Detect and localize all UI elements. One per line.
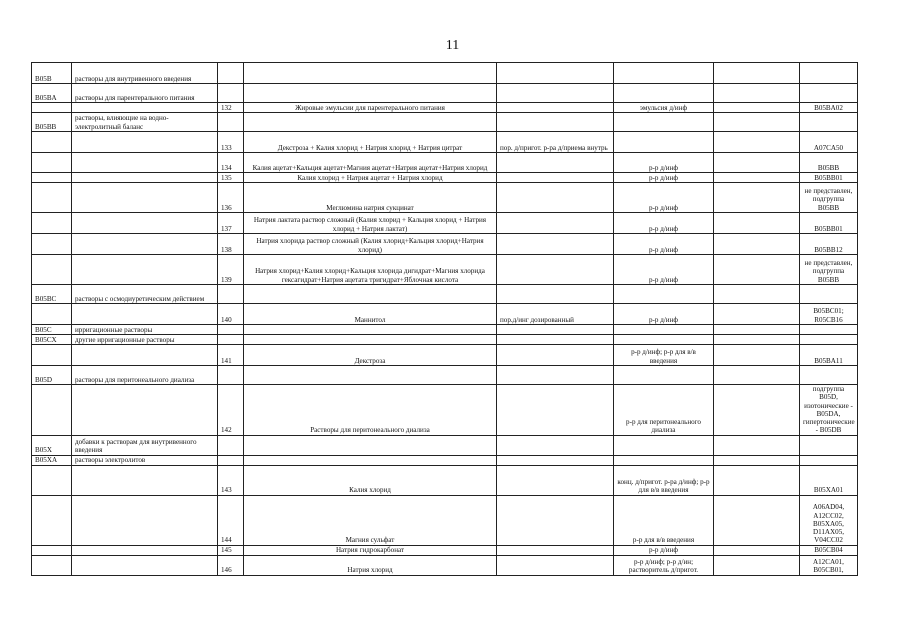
- item-number: 135: [218, 173, 244, 183]
- drug-name: Жировые эмульсии для парентерального питания: [244, 103, 497, 113]
- blank-cell: [714, 345, 800, 366]
- atc-group-code: [32, 385, 72, 436]
- dosage-form-extra: [497, 455, 614, 465]
- item-number: 132: [218, 103, 244, 113]
- atc-group-code: [32, 213, 72, 234]
- drug-name: Натрия хлорид: [244, 555, 497, 575]
- group-description: [72, 173, 218, 183]
- dosage-form-extra: [497, 183, 614, 213]
- blank-cell: [714, 325, 800, 335]
- atc-group-code: [32, 255, 72, 285]
- drug-name: [244, 325, 497, 335]
- drug-list-table: [31, 62, 858, 576]
- dosage-form: р-р д/инф: [614, 234, 714, 255]
- item-number: 139: [218, 255, 244, 285]
- drug-name: Калия хлорид: [244, 465, 497, 495]
- table-row: [32, 234, 858, 255]
- dosage-form-extra: [497, 335, 614, 345]
- dosage-form: [614, 113, 714, 132]
- item-number: 133: [218, 132, 244, 153]
- blank-cell: [714, 173, 800, 183]
- atc-code: B05BB: [800, 153, 858, 173]
- table-row: [32, 213, 858, 234]
- blank-cell: [714, 495, 800, 545]
- table-row: [32, 153, 858, 173]
- dosage-form-extra: [497, 366, 614, 385]
- dosage-form: р-р д/инф; р-р для в/в введения: [614, 345, 714, 366]
- item-number: 138: [218, 234, 244, 255]
- atc-code: [800, 435, 858, 455]
- dosage-form: [614, 366, 714, 385]
- dosage-form: р-р д/инф: [614, 255, 714, 285]
- atc-code: [800, 113, 858, 132]
- drug-name: Магния сульфат: [244, 495, 497, 545]
- atc-group-code: [32, 465, 72, 495]
- dosage-form-extra: [497, 555, 614, 575]
- dosage-form-extra: [497, 84, 614, 103]
- group-description: растворы для перитонеального диализа: [72, 366, 218, 385]
- atc-code: [800, 335, 858, 345]
- blank-cell: [714, 213, 800, 234]
- drug-name: Калия ацетат+Кальция ацетат+Магния ацетат+Натрия ацетат+Натрия хлорид: [244, 153, 497, 173]
- item-number: [218, 84, 244, 103]
- drug-name: [244, 285, 497, 304]
- atc-code: [800, 63, 858, 84]
- dosage-form-extra: [497, 103, 614, 113]
- item-number: [218, 285, 244, 304]
- table-row: [32, 435, 858, 455]
- atc-group-code: B05XA: [32, 455, 72, 465]
- blank-cell: [714, 103, 800, 113]
- dosage-form: р-р д/инф: [614, 183, 714, 213]
- item-number: 134: [218, 153, 244, 173]
- drug-name: Натрия гидрокарбонат: [244, 545, 497, 555]
- drug-name: [244, 113, 497, 132]
- dosage-form: р-р д/инф; р-р д/ин; растворитель д/пригот.: [614, 555, 714, 575]
- dosage-form: р-р д/инф: [614, 545, 714, 555]
- item-number: 142: [218, 385, 244, 436]
- item-number: 140: [218, 304, 244, 325]
- item-number: [218, 113, 244, 132]
- dosage-form: р-р для перитонеального диализа: [614, 385, 714, 436]
- blank-cell: [714, 183, 800, 213]
- atc-code: B05BC01; R05CB16: [800, 304, 858, 325]
- drug-name: Маннитол: [244, 304, 497, 325]
- blank-cell: [714, 255, 800, 285]
- table-row: [32, 63, 858, 84]
- table-row: [32, 545, 858, 555]
- table-row: [32, 455, 858, 465]
- table-row: [32, 555, 858, 575]
- atc-group-code: [32, 173, 72, 183]
- drug-name: Калия хлорид + Натрия ацетат + Натрия хлорид: [244, 173, 497, 183]
- dosage-form-extra: [497, 113, 614, 132]
- table-row: [32, 465, 858, 495]
- atc-group-code: [32, 103, 72, 113]
- atc-code: [800, 325, 858, 335]
- atc-group-code: B05X: [32, 435, 72, 455]
- drug-name: Декстроза: [244, 345, 497, 366]
- table-row: [32, 113, 858, 132]
- dosage-form-extra: [497, 285, 614, 304]
- atc-code: A07CA50: [800, 132, 858, 153]
- blank-cell: [714, 285, 800, 304]
- table-row: [32, 335, 858, 345]
- atc-code: B05BB01: [800, 173, 858, 183]
- dosage-form: конц. д/пригот. р-ра д/инф; р-р для в/в введения: [614, 465, 714, 495]
- atc-code: B05BA11: [800, 345, 858, 366]
- blank-cell: [714, 465, 800, 495]
- group-description: [72, 385, 218, 436]
- atc-code: B05XA01: [800, 465, 858, 495]
- dosage-form: р-р д/инф: [614, 153, 714, 173]
- dosage-form: эмульсия д/инф: [614, 103, 714, 113]
- dosage-form: [614, 435, 714, 455]
- group-description: растворы, влияющие на водно-электролитный баланс: [72, 113, 218, 132]
- group-description: [72, 153, 218, 173]
- drug-name: Натрия хлорида раствор сложный (Калия хлорид+Кальция хлорид+Натрия хлорид): [244, 234, 497, 255]
- group-description: [72, 132, 218, 153]
- atc-code: B05CB04: [800, 545, 858, 555]
- group-description: [72, 345, 218, 366]
- group-description: другие ирригационные растворы: [72, 335, 218, 345]
- table-row: [32, 103, 858, 113]
- table-row: [32, 132, 858, 153]
- atc-group-code: B05BA: [32, 84, 72, 103]
- group-description: [72, 103, 218, 113]
- drug-name: [244, 435, 497, 455]
- atc-code: подгруппа B05D, изотонические - B05DA, гипертонические - B05DB: [800, 385, 858, 436]
- dosage-form-extra: [497, 385, 614, 436]
- atc-code: не представлен, подгруппа B05BB: [800, 183, 858, 213]
- dosage-form: р-р д/инф: [614, 213, 714, 234]
- dosage-form-extra: [497, 325, 614, 335]
- atc-group-code: [32, 153, 72, 173]
- atc-group-code: [32, 555, 72, 575]
- dosage-form: р-р для в/в введения: [614, 495, 714, 545]
- table-body: [32, 63, 858, 576]
- group-description: растворы для парентерального питания: [72, 84, 218, 103]
- table-row: [32, 385, 858, 436]
- group-description: [72, 234, 218, 255]
- dosage-form-extra: [497, 495, 614, 545]
- dosage-form: [614, 132, 714, 153]
- dosage-form: р-р д/инф: [614, 173, 714, 183]
- blank-cell: [714, 234, 800, 255]
- group-description: ирригационные растворы: [72, 325, 218, 335]
- blank-cell: [714, 132, 800, 153]
- table-row: [32, 84, 858, 103]
- item-number: 146: [218, 555, 244, 575]
- item-number: [218, 455, 244, 465]
- group-description: [72, 183, 218, 213]
- dosage-form-extra: [497, 173, 614, 183]
- blank-cell: [714, 435, 800, 455]
- drug-name: [244, 455, 497, 465]
- dosage-form: [614, 455, 714, 465]
- group-description: растворы электролитов: [72, 455, 218, 465]
- group-description: [72, 213, 218, 234]
- dosage-form: р-р д/инф: [614, 304, 714, 325]
- table-row: [32, 325, 858, 335]
- drug-name: [244, 366, 497, 385]
- atc-group-code: B05B: [32, 63, 72, 84]
- group-description: [72, 495, 218, 545]
- drug-name: Растворы для перитонеального диализа: [244, 385, 497, 436]
- dosage-form: [614, 335, 714, 345]
- table-row: [32, 285, 858, 304]
- atc-group-code: [32, 183, 72, 213]
- blank-cell: [714, 113, 800, 132]
- item-number: [218, 435, 244, 455]
- blank-cell: [714, 304, 800, 325]
- atc-group-code: [32, 132, 72, 153]
- drug-name: [244, 84, 497, 103]
- drug-name: [244, 63, 497, 84]
- dosage-form-extra: [497, 465, 614, 495]
- drug-name: Меглюмина натрия сукцинат: [244, 183, 497, 213]
- atc-group-code: B05C: [32, 325, 72, 335]
- blank-cell: [714, 366, 800, 385]
- atc-code: [800, 84, 858, 103]
- item-number: 137: [218, 213, 244, 234]
- atc-group-code: B05D: [32, 366, 72, 385]
- dosage-form-extra: [497, 345, 614, 366]
- atc-group-code: [32, 495, 72, 545]
- atc-code: B05BA02: [800, 103, 858, 113]
- blank-cell: [714, 63, 800, 84]
- item-number: [218, 63, 244, 84]
- item-number: 143: [218, 465, 244, 495]
- drug-name: Натрия лактата раствор сложный (Калия хлорид + Кальция хлорид + Натрия хлорид + Натрия лактат): [244, 213, 497, 234]
- atc-code: [800, 366, 858, 385]
- table-row: [32, 183, 858, 213]
- drug-name: Натрия хлорид+Калия хлорид+Кальция хлорида дигидрат+Магния хлорида гексагидрат+Натрия ацетата тригидрат+Яблочная кислота: [244, 255, 497, 285]
- blank-cell: [714, 385, 800, 436]
- item-number: 141: [218, 345, 244, 366]
- atc-code: [800, 285, 858, 304]
- group-description: [72, 255, 218, 285]
- atc-group-code: B05BC: [32, 285, 72, 304]
- dosage-form-extra: [497, 63, 614, 84]
- dosage-form-extra: [497, 435, 614, 455]
- item-number: [218, 335, 244, 345]
- blank-cell: [714, 84, 800, 103]
- dosage-form-extra: [497, 255, 614, 285]
- atc-group-code: [32, 304, 72, 325]
- dosage-form-extra: пор. д/пригот. р-ра д/приема внутрь: [497, 132, 614, 153]
- atc-code: не представлен, подгруппа B05BB: [800, 255, 858, 285]
- atc-code: A12CA01, B05CB01,: [800, 555, 858, 575]
- dosage-form-extra: [497, 213, 614, 234]
- group-description: растворы с осмодиуретическим действием: [72, 285, 218, 304]
- table-row: [32, 304, 858, 325]
- drug-name: [244, 335, 497, 345]
- item-number: 136: [218, 183, 244, 213]
- page-number: 11: [445, 38, 460, 53]
- atc-group-code: [32, 234, 72, 255]
- atc-code: [800, 455, 858, 465]
- group-description: добавки к растворам для внутривенного введения: [72, 435, 218, 455]
- table-row: [32, 255, 858, 285]
- dosage-form-extra: [497, 234, 614, 255]
- blank-cell: [714, 153, 800, 173]
- atc-group-code: B05CX: [32, 335, 72, 345]
- dosage-form: [614, 84, 714, 103]
- table-row: [32, 173, 858, 183]
- table-row: [32, 366, 858, 385]
- item-number: 144: [218, 495, 244, 545]
- atc-code: A06AD04, A12CC02, B05XA05, D11AX05, V04CC02: [800, 495, 858, 545]
- dosage-form-extra: [497, 545, 614, 555]
- item-number: [218, 325, 244, 335]
- group-description: [72, 465, 218, 495]
- table-row: [32, 495, 858, 545]
- atc-group-code: B05BB: [32, 113, 72, 132]
- blank-cell: [714, 555, 800, 575]
- item-number: [218, 366, 244, 385]
- table-row: [32, 345, 858, 366]
- atc-code: B05BB12: [800, 234, 858, 255]
- group-description: [72, 555, 218, 575]
- dosage-form-extra: пор.д/инг дозированный: [497, 304, 614, 325]
- drug-name: Декстроза + Калия хлорид + Натрия хлорид + Натрия цитрат: [244, 132, 497, 153]
- atc-group-code: [32, 545, 72, 555]
- dosage-form-extra: [497, 153, 614, 173]
- dosage-form: [614, 325, 714, 335]
- blank-cell: [714, 335, 800, 345]
- dosage-form: [614, 285, 714, 304]
- dosage-form: [614, 63, 714, 84]
- group-description: [72, 304, 218, 325]
- atc-group-code: [32, 345, 72, 366]
- blank-cell: [714, 455, 800, 465]
- group-description: растворы для внутривенного введения: [72, 63, 218, 84]
- blank-cell: [714, 545, 800, 555]
- atc-code: B05BB01: [800, 213, 858, 234]
- group-description: [72, 545, 218, 555]
- item-number: 145: [218, 545, 244, 555]
